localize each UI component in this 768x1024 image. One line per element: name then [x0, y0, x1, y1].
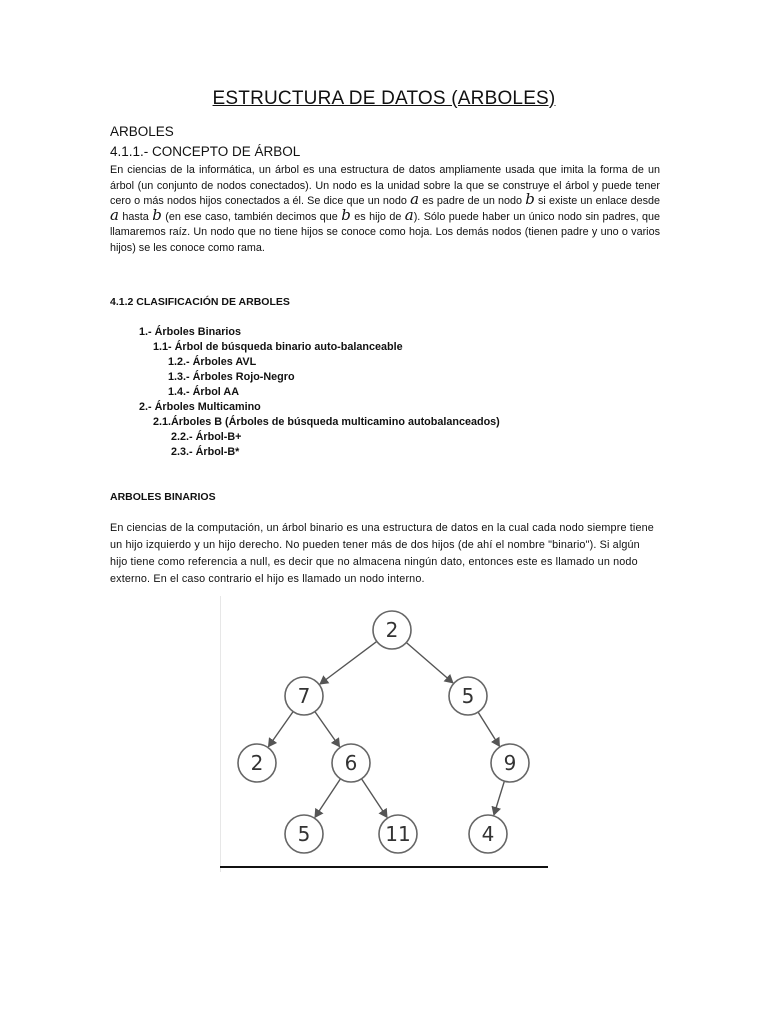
outline-item-level3: 1.4.- Árbol AA [168, 386, 239, 398]
outline-item-level3: 2.3.- Árbol-B* [171, 446, 240, 458]
tree-node [469, 815, 507, 853]
concept-paragraph [110, 163, 660, 256]
tree-edge-arrow [269, 712, 294, 747]
tree-node-label: 7 [297, 684, 311, 708]
text-run: En ciencias de la informática, un árbol es una estructura de datos ampliamente usada que imita la forma de un árbol (un conjunto de nodos conectados). Un nodo es la unidad sobre la que se construye el árbol y puede tener cero o más nodos hijos conectados a él. Se dice que un nodo [110, 164, 660, 207]
tree-node [373, 611, 411, 649]
outline-item-level3: 1.3.- Árboles Rojo-Negro [168, 371, 295, 383]
tree-edge-arrow [362, 779, 388, 818]
tree-node-label: 6 [344, 751, 358, 775]
section-heading: ARBOLES [110, 124, 174, 139]
tree-edge-arrow [494, 781, 505, 815]
tree-node-label: 4 [481, 822, 495, 846]
math-variable: a [410, 190, 420, 208]
text-run: si existe un enlace desde [534, 195, 660, 207]
tree-node-label: 5 [461, 684, 475, 708]
tree-edge-arrow [320, 641, 377, 684]
tree-node [285, 677, 323, 715]
math-variable: a [404, 205, 414, 224]
tree-node [238, 744, 276, 782]
tree-node-label: 5 [297, 822, 311, 846]
tree-node-label: 11 [385, 822, 411, 846]
tree-edge-arrow [315, 779, 341, 818]
tree-edge-arrow [478, 712, 499, 746]
binary-tree-diagram [220, 596, 548, 872]
tree-node-label: 9 [503, 751, 517, 775]
math-variable: a [110, 205, 119, 224]
binary-trees-paragraph: En ciencias de la computación, un árbol binario es una estructura de datos en la cual cada nodo siempre tiene un hijo izquierdo y un hijo derecho. No pueden tener más de dos hijos (de ahí el nombre "binario"). Si algún hijo tiene como referencia a null, es decir que no almacena ningún dato, entonces este es llamado un nodo externo. En el caso contrario el hijo es llamado un nodo interno. [110, 522, 654, 585]
outline-item-level1: 1.- Árboles Binarios [139, 326, 241, 338]
math-variable: b [525, 190, 535, 208]
tree-node-label: 2 [250, 751, 264, 775]
outline-item-level2: 1.1- Árbol de búsqueda binario auto-balanceable [153, 341, 403, 353]
outline-item-level2: 2.1.Árboles B (Árboles de búsqueda multicamino autobalanceados) [153, 416, 500, 428]
classification-heading: 4.1.2 CLASIFICACIÓN DE ARBOLES [110, 296, 290, 308]
tree-node [285, 815, 323, 853]
binary-trees-heading: ARBOLES BINARIOS [110, 491, 216, 503]
document-title: ESTRUCTURA DE DATOS (ARBOLES) [212, 88, 556, 109]
subsection-heading: 4.1.1.- CONCEPTO DE ÁRBOL [110, 144, 301, 159]
tree-edge-arrow [315, 712, 340, 747]
binary-tree-figure [220, 596, 548, 872]
tree-node [491, 744, 529, 782]
text-run: ). Sólo puede haber un único nodo sin padres, que llamaremos raíz. Un nodo que no tiene hijos se conoce como hoja. Los demás nodos (tienen padre y uno o varios hijos) se les conoce como rama. [110, 210, 661, 254]
outline-item-level3: 2.2.- Árbol-B+ [171, 431, 242, 443]
text-run: es padre de un nodo [419, 195, 526, 207]
outline-item-level3: 1.2.- Árboles AVL [168, 356, 257, 368]
text-run: es hijo de [350, 210, 405, 223]
text-run: hasta [118, 210, 153, 223]
tree-edge-arrow [406, 643, 453, 683]
tree-node-label: 2 [385, 618, 399, 642]
tree-node [379, 815, 417, 853]
math-variable: b [152, 205, 162, 224]
tree-node [332, 744, 370, 782]
text-run: (en ese caso, también decimos que [161, 210, 342, 223]
math-variable: b [341, 205, 351, 224]
outline-item-level1: 2.- Árboles Multicamino [139, 401, 261, 413]
tree-node [449, 677, 487, 715]
